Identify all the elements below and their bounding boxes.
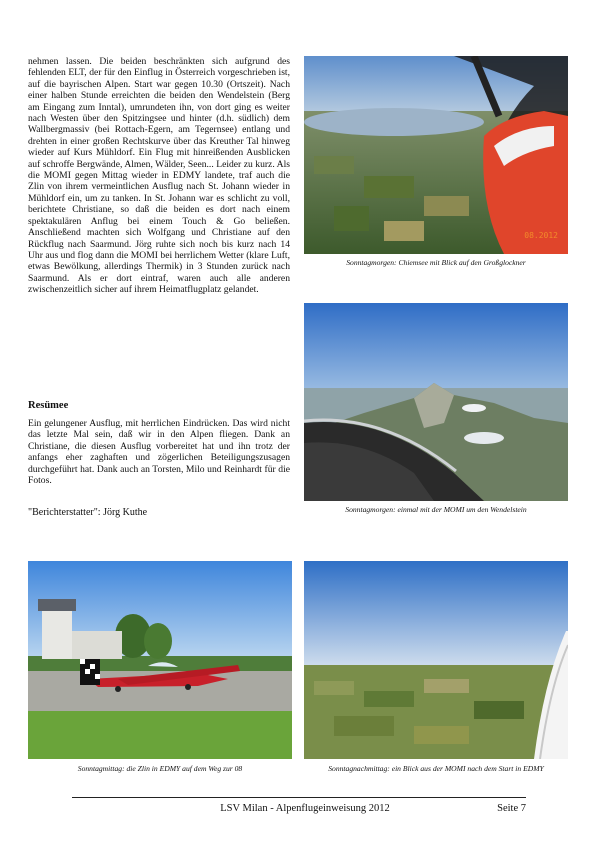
body-paragraph: nehmen lassen. Die beiden beschränkten sich aufgrund des fehlenden ELT, der für den Einflug in Österreich vorgeschrieben ist, auf die bayrischen Alpen. Start war gegen 10.30 (Ortszeit). Nach einer halben Stunde erreichten die beiden den Wendelstein (Berg am Eingang zum Inntal), umrundeten ihn, von dort ging es weiter nach Westen über den Spitzingsee und hinter (d.h. südlich) dem Wallbergmassiv (bei Rottach-Egern, am Tegernsee) entlang und drehten in einer großen Rechtskurve über das Kreuther Tal hinweg wieder auf Kurs Mühldorf. Ein Flug mit hinreißenden Ausblicken auf schroffe Bergwände, Almen, Wälder, Seen... Leider zu kurz. Als die MOMI gegen Mittag wieder in EDMY landete, traf auch die Zlin von ihrem vermeintlichen Ausflug nach St. Johann wieder in Mühldorf ein, um zu tanken. In St. Johann war es schlicht zu voll, berichtete Christiane, so daß die beiden es dort nach einem spektakulären Anflug bei einem Touch & Go beließen. Anschließend machten sich Wolfgang und Christiane auf den Rückflug nach Saarmund. Jörg ruhte sich noch bis kurz nach 14 Uhr aus und flog dann die MOMI bei herrlichem Wetter (klare Luft, etwas Bewölkung, allerdings Thermik) in 3 Stunden zurück nach Saarmund. Als er dort eintraf, waren auch alle anderen zwischenzeitlich sicher auf ihrem Heimatflugplatz gelandet. (28, 56, 290, 296)
page-number: Seite 7 (497, 803, 526, 814)
caption-wendelstein: Sonntagmorgen: einmal mit der MOMI um den Wendelstein (345, 505, 527, 514)
caption-zlin: Sonntagmittag: die Zlin in EDMY auf dem Weg zur 08 (77, 764, 243, 773)
article-body (28, 56, 290, 296)
photo-chiemsee (304, 56, 568, 254)
caption-momi-after-start: Sonntagnachmittag: ein Blick aus der MOMI nach dem Start in EDMY (328, 764, 544, 773)
photo-date-stamp: 08.2012 (524, 231, 558, 240)
summary-text: Ein gelungener Ausflug, mit herrlichen Eindrücken. Das wird nicht das letzte Mal sein, daß wir in den Alpen fliegen. Dank an Christiane, die diesen Ausflug vorbereitet hat und ihn trotz der anfangs eher zaghaften und zögerlichen Beteiligungszusagen durchgeführt hat. Dank auch an Torsten, Milo und Reinhardt für die Fotos. (28, 418, 290, 487)
summary-heading: Resümee (28, 400, 69, 411)
footer-title: LSV Milan - Alpenflugeinweisung 2012 (220, 803, 390, 814)
caption-chiemsee: Sonntagmorgen: Chiemsee mit Blick auf den Großglockner (346, 258, 526, 267)
photo-wendelstein (304, 303, 568, 501)
photo-momi-after-start (304, 561, 568, 759)
footer-rule (72, 797, 526, 798)
reporter-line: "Berichterstatter": Jörg Kuthe (28, 507, 148, 518)
photo-zlin (28, 561, 292, 759)
